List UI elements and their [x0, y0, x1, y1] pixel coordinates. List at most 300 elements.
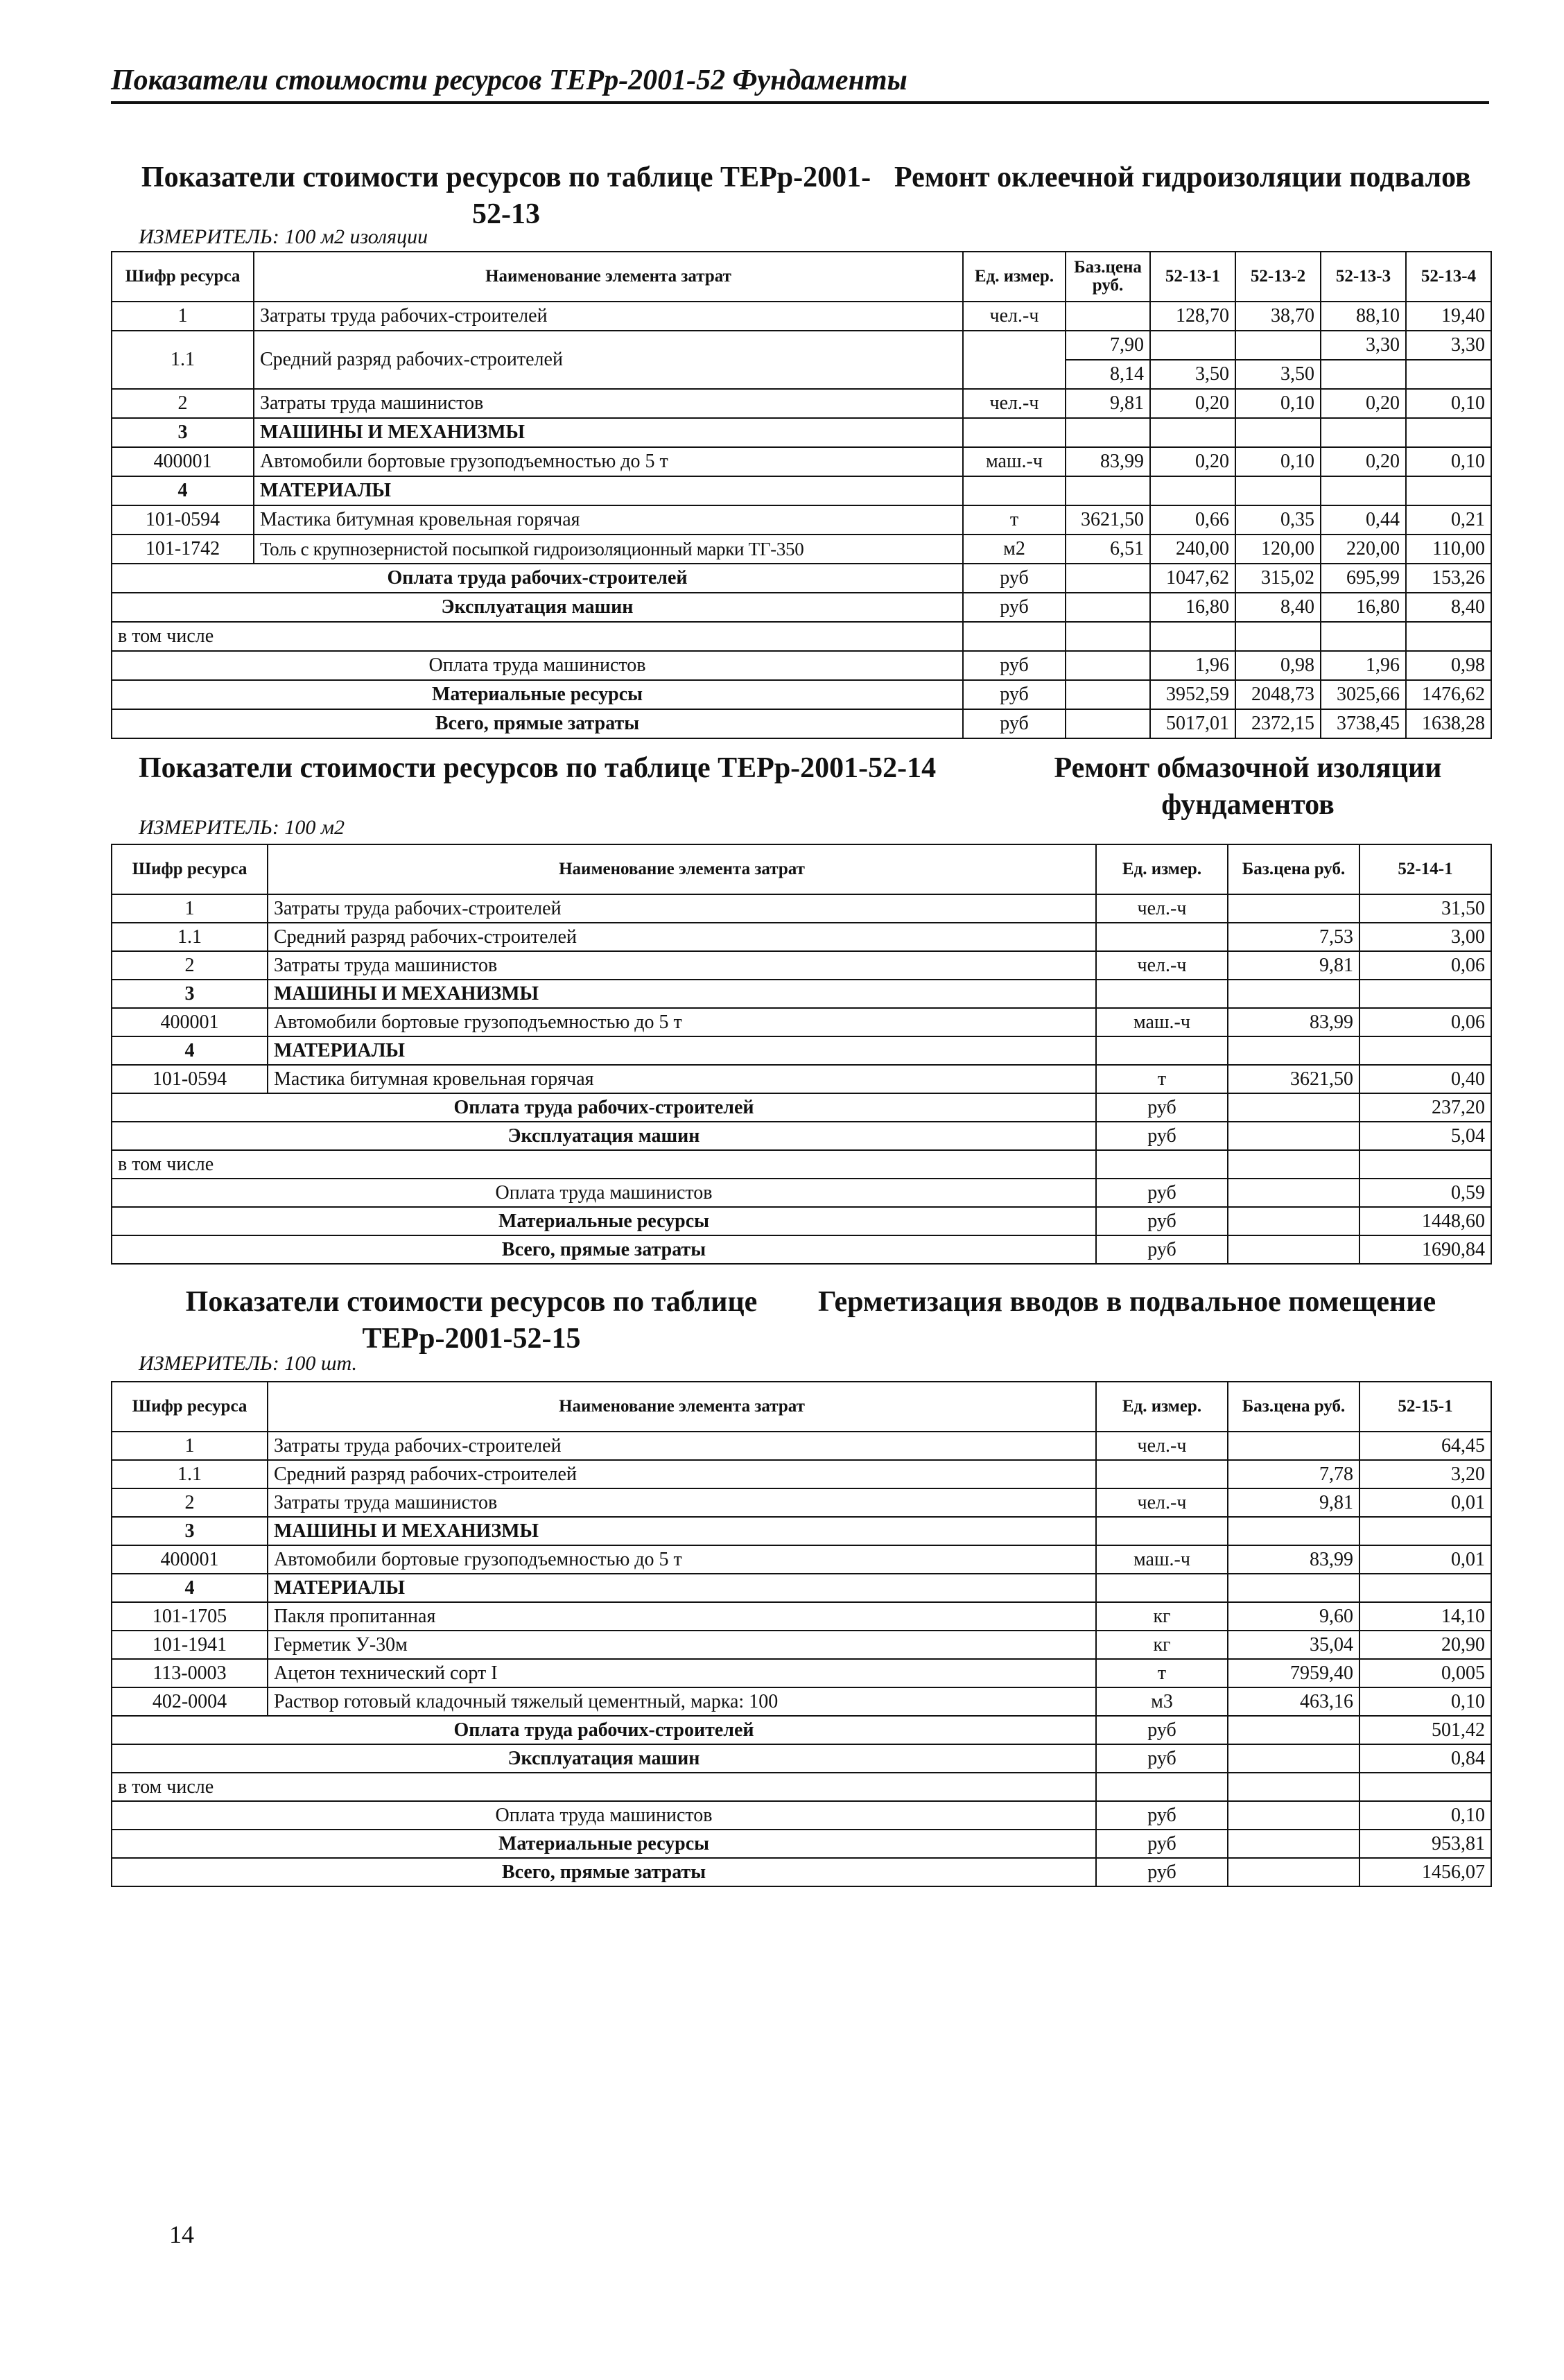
summary-empty-cell: [1228, 1179, 1359, 1207]
resource-unit: [963, 476, 1066, 505]
table-row: [112, 447, 1491, 476]
section1-work-name: Ремонт оклеечной гидроизоляции подвалов: [894, 162, 1471, 193]
resource-unit: чел.-ч: [1096, 1432, 1228, 1460]
summary-value: 1,96: [1321, 651, 1406, 680]
summary-value: [1359, 1150, 1491, 1179]
summary-empty-cell: [1228, 1235, 1359, 1264]
resource-name: Автомобили бортовые грузоподъемностью до 5 т: [268, 1545, 1096, 1574]
resource-name: Герметик У-30м: [268, 1631, 1096, 1659]
base-price: [1066, 476, 1150, 505]
section2-header-row: [112, 844, 1491, 894]
resource-group-name: МАТЕРИАЛЫ: [254, 476, 963, 505]
section2-rows: [112, 894, 1491, 1264]
summary-label: Оплата труда рабочих-строителей: [112, 1716, 1096, 1744]
table-row: [112, 302, 1491, 331]
resource-unit: чел.-ч: [1096, 1488, 1228, 1517]
section3-table: [111, 1381, 1492, 1887]
summary-label: Оплата труда машинистов: [112, 651, 963, 680]
col-name-header: Наименование элемента затрат: [254, 252, 963, 302]
summary-unit: руб: [1096, 1093, 1228, 1122]
summary-empty-cell: [1066, 593, 1150, 622]
resource-code: 3: [112, 980, 268, 1008]
summary-value: 1047,62: [1150, 564, 1235, 593]
resource-name: Затраты труда машинистов: [254, 389, 963, 418]
value-cell: 0,66: [1150, 505, 1235, 535]
summary-unit: руб: [1096, 1179, 1228, 1207]
summary-empty-cell: [1066, 709, 1150, 738]
resource-unit: м3: [1096, 1687, 1228, 1716]
summary-value: 953,81: [1359, 1830, 1491, 1858]
base-price: 3621,50: [1066, 505, 1150, 535]
value-cell: [1321, 418, 1406, 447]
summary-empty-cell: [1228, 1858, 1359, 1886]
section3-measure: ИЗМЕРИТЕЛЬ: 100 шт.: [139, 1352, 358, 1375]
summary-unit: руб: [963, 709, 1066, 738]
summary-row: [112, 1716, 1491, 1744]
summary-value: [1150, 622, 1235, 651]
summary-row: [112, 680, 1491, 709]
summary-label: в том числе: [112, 1150, 1096, 1179]
summary-value: 0,10: [1359, 1801, 1491, 1830]
value-cell: 120,00: [1235, 535, 1321, 564]
value-cell: 88,10: [1321, 302, 1406, 331]
col-unit-header: Ед. измер.: [1096, 844, 1228, 894]
summary-row: [112, 1093, 1491, 1122]
table-row: [112, 923, 1491, 951]
summary-unit: [1096, 1773, 1228, 1801]
resource-code: 101-1705: [112, 1602, 268, 1631]
value-cell: 3,30: [1406, 331, 1491, 360]
summary-unit: руб: [1096, 1716, 1228, 1744]
summary-empty-cell: [1228, 1773, 1359, 1801]
resource-name: Затраты труда машинистов: [268, 1488, 1096, 1517]
summary-unit: руб: [1096, 1830, 1228, 1858]
resource-name: Средний разряд рабочих-строителей: [268, 1460, 1096, 1488]
summary-unit: [1096, 1150, 1228, 1179]
summary-unit: руб: [1096, 1207, 1228, 1235]
resource-unit: [1096, 1517, 1228, 1545]
summary-empty-cell: [1228, 1716, 1359, 1744]
resource-group-name: МАТЕРИАЛЫ: [268, 1036, 1096, 1065]
resource-unit: [963, 418, 1066, 447]
summary-empty-cell: [1228, 1207, 1359, 1235]
value-cell: 3,50: [1150, 360, 1235, 389]
value-cell: 0,20: [1150, 389, 1235, 418]
summary-unit: руб: [1096, 1744, 1228, 1773]
resource-code: 101-1941: [112, 1631, 268, 1659]
summary-row: [112, 1235, 1491, 1264]
summary-row: [112, 622, 1491, 651]
summary-value: 8,40: [1235, 593, 1321, 622]
col-v4-header: 52-13-4: [1406, 252, 1491, 302]
base-price: 463,16: [1228, 1687, 1359, 1716]
base-price: 35,04: [1228, 1631, 1359, 1659]
table-row: [112, 1631, 1491, 1659]
resource-name: Мастика битумная кровельная горячая: [254, 505, 963, 535]
resource-group-name: МАШИНЫ И МЕХАНИЗМЫ: [254, 418, 963, 447]
base-price: 6,51: [1066, 535, 1150, 564]
table-row: [112, 1602, 1491, 1631]
base-price: 7959,40: [1228, 1659, 1359, 1687]
summary-value: 2048,73: [1235, 680, 1321, 709]
resource-unit: чел.-ч: [1096, 894, 1228, 923]
value-cell: 0,20: [1150, 447, 1235, 476]
resource-name: Автомобили бортовые грузоподъемностью до 5 т: [254, 447, 963, 476]
table-row: [112, 389, 1491, 418]
summary-empty-cell: [1066, 680, 1150, 709]
summary-value: 501,42: [1359, 1716, 1491, 1744]
summary-value: 153,26: [1406, 564, 1491, 593]
summary-value: 1638,28: [1406, 709, 1491, 738]
summary-value: 1448,60: [1359, 1207, 1491, 1235]
value-cell: 240,00: [1150, 535, 1235, 564]
resource-unit: маш.-ч: [1096, 1008, 1228, 1036]
summary-row: [112, 1179, 1491, 1207]
value-cell: 0,10: [1406, 447, 1491, 476]
col-price-header: Баз.цена руб.: [1228, 844, 1359, 894]
summary-value: 1456,07: [1359, 1858, 1491, 1886]
resource-code: 3: [112, 1517, 268, 1545]
section3-work-name: Герметизация вводов в подвальное помещение: [818, 1286, 1436, 1318]
summary-row: [112, 1801, 1491, 1830]
resource-name: Мастика битумная кровельная горячая: [268, 1065, 1096, 1093]
summary-unit: руб: [963, 593, 1066, 622]
col-code-header: Шифр ресурса: [112, 252, 254, 302]
resource-code: 113-0003: [112, 1659, 268, 1687]
table-row: [112, 1574, 1491, 1602]
base-price: 3621,50: [1228, 1065, 1359, 1093]
summary-value: 237,20: [1359, 1093, 1491, 1122]
section1-table: [111, 251, 1492, 739]
value-cell: 0,20: [1321, 447, 1406, 476]
summary-label: Материальные ресурсы: [112, 680, 963, 709]
value-cell: 0,40: [1359, 1065, 1491, 1093]
resource-code: 4: [112, 476, 254, 505]
resource-name: Средний разряд рабочих-строителей: [268, 923, 1096, 951]
base-price: 9,81: [1228, 951, 1359, 980]
summary-value: 8,40: [1406, 593, 1491, 622]
resource-group-name: МАШИНЫ И МЕХАНИЗМЫ: [268, 980, 1096, 1008]
summary-label: Эксплуатация машин: [112, 593, 963, 622]
table-row: [112, 1008, 1491, 1036]
resource-unit: т: [1096, 1065, 1228, 1093]
table-row: [112, 1545, 1491, 1574]
summary-label: Всего, прямые затраты: [112, 1858, 1096, 1886]
summary-row: [112, 651, 1491, 680]
table-row: [112, 1659, 1491, 1687]
summary-value: 1,96: [1150, 651, 1235, 680]
value-cell: [1150, 418, 1235, 447]
summary-value: 2372,15: [1235, 709, 1321, 738]
value-cell: [1406, 418, 1491, 447]
resource-name: Автомобили бортовые грузоподъемностью до 5 т: [268, 1008, 1096, 1036]
section1-rows: [112, 302, 1491, 738]
value-cell: 0,06: [1359, 1008, 1491, 1036]
section2-work-name: [1026, 750, 1470, 823]
col-price-header: Баз.цена руб.: [1066, 252, 1150, 302]
summary-label: Всего, прямые затраты: [112, 1235, 1096, 1264]
resource-code: 4: [112, 1036, 268, 1065]
summary-label: в том числе: [112, 622, 963, 651]
summary-unit: руб: [1096, 1801, 1228, 1830]
summary-empty-cell: [1066, 564, 1150, 593]
base-price: 9,60: [1228, 1602, 1359, 1631]
value-cell: 3,30: [1321, 331, 1406, 360]
summary-label: Оплата труда рабочих-строителей: [112, 564, 963, 593]
table-row: [112, 1036, 1491, 1065]
resource-code: 101-1742: [112, 535, 254, 564]
resource-unit: [1096, 980, 1228, 1008]
value-cell: 0,10: [1406, 389, 1491, 418]
col-v1-header: 52-15-1: [1359, 1382, 1491, 1432]
col-name-header: Наименование элемента затрат: [268, 844, 1096, 894]
resource-code: 101-0594: [112, 1065, 268, 1093]
resource-unit: [1096, 923, 1228, 951]
summary-value: 3952,59: [1150, 680, 1235, 709]
summary-label: Материальные ресурсы: [112, 1207, 1096, 1235]
base-price: [1228, 980, 1359, 1008]
value-cell: 20,90: [1359, 1631, 1491, 1659]
table-row: [112, 1460, 1491, 1488]
summary-unit: руб: [1096, 1235, 1228, 1264]
section1-title-line1: Показатели стоимости ресурсов по таблице ТЕРр-2001-: [141, 162, 871, 193]
summary-row: [112, 1773, 1491, 1801]
summary-empty-cell: [1228, 1801, 1359, 1830]
resource-code: 402-0004: [112, 1687, 268, 1716]
resource-code: 101-0594: [112, 505, 254, 535]
table-row: [112, 1432, 1491, 1460]
summary-unit: руб: [963, 680, 1066, 709]
table-row: [112, 980, 1491, 1008]
col-unit-header: Ед. измер.: [963, 252, 1066, 302]
resource-code: 400001: [112, 447, 254, 476]
summary-unit: руб: [1096, 1858, 1228, 1886]
value-cell: [1406, 476, 1491, 505]
col-v2-header: 52-13-2: [1235, 252, 1321, 302]
page-number: 14: [169, 2221, 194, 2248]
summary-value: 1476,62: [1406, 680, 1491, 709]
col-v3-header: 52-13-3: [1321, 252, 1406, 302]
col-code-header: Шифр ресурса: [112, 844, 268, 894]
summary-value: 315,02: [1235, 564, 1321, 593]
value-cell: 0,005: [1359, 1659, 1491, 1687]
summary-value: [1406, 622, 1491, 651]
resource-unit: чел.-ч: [963, 389, 1066, 418]
summary-value: 16,80: [1150, 593, 1235, 622]
summary-value: 1690,84: [1359, 1235, 1491, 1264]
value-cell: [1235, 331, 1321, 360]
value-cell: 220,00: [1321, 535, 1406, 564]
resource-unit: [1096, 1460, 1228, 1488]
value-cell: 0,35: [1235, 505, 1321, 535]
table-row: [112, 331, 1491, 360]
value-cell: [1359, 1517, 1491, 1545]
summary-label: Оплата труда машинистов: [112, 1179, 1096, 1207]
col-code-header: Шифр ресурса: [112, 1382, 268, 1432]
resource-name: Средний разряд рабочих-строителей: [254, 331, 963, 389]
summary-label: Оплата труда машинистов: [112, 1801, 1096, 1830]
table-row: [112, 418, 1491, 447]
resource-name: Затраты труда рабочих-строителей: [254, 302, 963, 331]
resource-unit: [1096, 1574, 1228, 1602]
table-row: [112, 951, 1491, 980]
section1-title-line2: 52-13: [472, 198, 540, 230]
summary-row: [112, 593, 1491, 622]
col-v1-header: 52-13-1: [1150, 252, 1235, 302]
summary-unit: руб: [963, 564, 1066, 593]
resource-unit: маш.-ч: [1096, 1545, 1228, 1574]
section1-title: [128, 159, 884, 232]
summary-unit: [963, 622, 1066, 651]
value-cell: 0,44: [1321, 505, 1406, 535]
base-price: 83,99: [1066, 447, 1150, 476]
base-price: 8,14: [1066, 360, 1150, 389]
section2-work-line2: фундаментов: [1161, 788, 1335, 821]
resource-unit: чел.-ч: [963, 302, 1066, 331]
col-name-header: Наименование элемента затрат: [268, 1382, 1096, 1432]
summary-value: 5017,01: [1150, 709, 1235, 738]
resource-code: 1: [112, 894, 268, 923]
base-price: [1228, 894, 1359, 923]
summary-row: [112, 1207, 1491, 1235]
table-row: [112, 1687, 1491, 1716]
summary-value: 0,98: [1235, 651, 1321, 680]
summary-row: [112, 564, 1491, 593]
section2-title: Показатели стоимости ресурсов по таблице ТЕРр-2001-52-14: [139, 752, 937, 784]
summary-label: Материальные ресурсы: [112, 1830, 1096, 1858]
section3-title-line1: Показатели стоимости ресурсов по таблице: [185, 1286, 758, 1318]
summary-empty-cell: [1066, 622, 1150, 651]
section3-title: [139, 1284, 804, 1357]
summary-empty-cell: [1228, 1122, 1359, 1150]
resource-unit: т: [1096, 1659, 1228, 1687]
resource-code: 1: [112, 1432, 268, 1460]
value-cell: 110,00: [1406, 535, 1491, 564]
value-cell: 0,01: [1359, 1488, 1491, 1517]
col-unit-header: Ед. измер.: [1096, 1382, 1228, 1432]
base-price: [1228, 1036, 1359, 1065]
resource-name: Затраты труда машинистов: [268, 951, 1096, 980]
value-cell: 3,20: [1359, 1460, 1491, 1488]
value-cell: 64,45: [1359, 1432, 1491, 1460]
summary-row: [112, 1744, 1491, 1773]
resource-group-name: МАТЕРИАЛЫ: [268, 1574, 1096, 1602]
value-cell: [1321, 476, 1406, 505]
section3-header-row: [112, 1382, 1491, 1432]
value-cell: 0,10: [1235, 389, 1321, 418]
summary-row: [112, 709, 1491, 738]
summary-value: 0,59: [1359, 1179, 1491, 1207]
resource-unit: [963, 331, 1066, 389]
summary-empty-cell: [1228, 1830, 1359, 1858]
resource-group-name: МАШИНЫ И МЕХАНИЗМЫ: [268, 1517, 1096, 1545]
summary-value: 3738,45: [1321, 709, 1406, 738]
resource-code: 3: [112, 418, 254, 447]
base-price: [1228, 1517, 1359, 1545]
base-price: [1066, 418, 1150, 447]
table-row: [112, 894, 1491, 923]
resource-code: 2: [112, 1488, 268, 1517]
summary-value: 0,98: [1406, 651, 1491, 680]
value-cell: [1406, 360, 1491, 389]
col-v1-header: 52-14-1: [1359, 844, 1491, 894]
value-cell: [1359, 980, 1491, 1008]
summary-value: 0,84: [1359, 1744, 1491, 1773]
resource-unit: маш.-ч: [963, 447, 1066, 476]
base-price: [1228, 1574, 1359, 1602]
base-price: 7,90: [1066, 331, 1150, 360]
value-cell: 31,50: [1359, 894, 1491, 923]
summary-unit: руб: [963, 651, 1066, 680]
value-cell: [1150, 476, 1235, 505]
summary-empty-cell: [1228, 1093, 1359, 1122]
base-price: 83,99: [1228, 1545, 1359, 1574]
resource-name: Затраты труда рабочих-строителей: [268, 894, 1096, 923]
resource-unit: кг: [1096, 1631, 1228, 1659]
resource-name: Пакля пропитанная: [268, 1602, 1096, 1631]
section2-measure: ИЗМЕРИТЕЛЬ: 100 м2: [139, 816, 345, 839]
table-row: [112, 535, 1491, 564]
resource-code: 1.1: [112, 331, 254, 389]
table-row: [112, 476, 1491, 505]
base-price: [1066, 302, 1150, 331]
summary-unit: руб: [1096, 1122, 1228, 1150]
table-row: [112, 1065, 1491, 1093]
summary-value: [1321, 622, 1406, 651]
resource-name: Ацетон технический сорт I: [268, 1659, 1096, 1687]
value-cell: 0,10: [1235, 447, 1321, 476]
value-cell: 0,21: [1406, 505, 1491, 535]
resource-code: 1: [112, 302, 254, 331]
summary-value: [1359, 1773, 1491, 1801]
summary-empty-cell: [1228, 1744, 1359, 1773]
resource-code: 400001: [112, 1545, 268, 1574]
section3-title-line2: ТЕРр-2001-52-15: [362, 1322, 581, 1355]
value-cell: 38,70: [1235, 302, 1321, 331]
summary-value: 5,04: [1359, 1122, 1491, 1150]
value-cell: 0,20: [1321, 389, 1406, 418]
summary-empty-cell: [1066, 651, 1150, 680]
value-cell: 0,06: [1359, 951, 1491, 980]
summary-label: Эксплуатация машин: [112, 1744, 1096, 1773]
resource-name: Толь с крупнозернистой посыпкой гидроизоляционный марки ТГ-350: [254, 535, 963, 564]
section2-table: [111, 844, 1492, 1265]
resource-code: 4: [112, 1574, 268, 1602]
resource-code: 2: [112, 951, 268, 980]
base-price: 9,81: [1228, 1488, 1359, 1517]
value-cell: 0,10: [1359, 1687, 1491, 1716]
summary-row: [112, 1122, 1491, 1150]
value-cell: 19,40: [1406, 302, 1491, 331]
table-row: [112, 1517, 1491, 1545]
summary-row: [112, 1830, 1491, 1858]
summary-value: 695,99: [1321, 564, 1406, 593]
section3-rows: [112, 1432, 1491, 1886]
value-cell: [1150, 331, 1235, 360]
value-cell: [1359, 1036, 1491, 1065]
base-price: 7,53: [1228, 923, 1359, 951]
summary-value: 3025,66: [1321, 680, 1406, 709]
summary-label: Эксплуатация машин: [112, 1122, 1096, 1150]
value-cell: [1235, 476, 1321, 505]
page-header: Показатели стоимости ресурсов ТЕРр-2001-52 Фундаменты: [111, 64, 1489, 104]
summary-value: [1235, 622, 1321, 651]
table-row: [112, 505, 1491, 535]
resource-unit: [1096, 1036, 1228, 1065]
base-price: 9,81: [1066, 389, 1150, 418]
section2-work-line1: Ремонт обмазочной изоляции: [1054, 752, 1442, 784]
resource-unit: м2: [963, 535, 1066, 564]
